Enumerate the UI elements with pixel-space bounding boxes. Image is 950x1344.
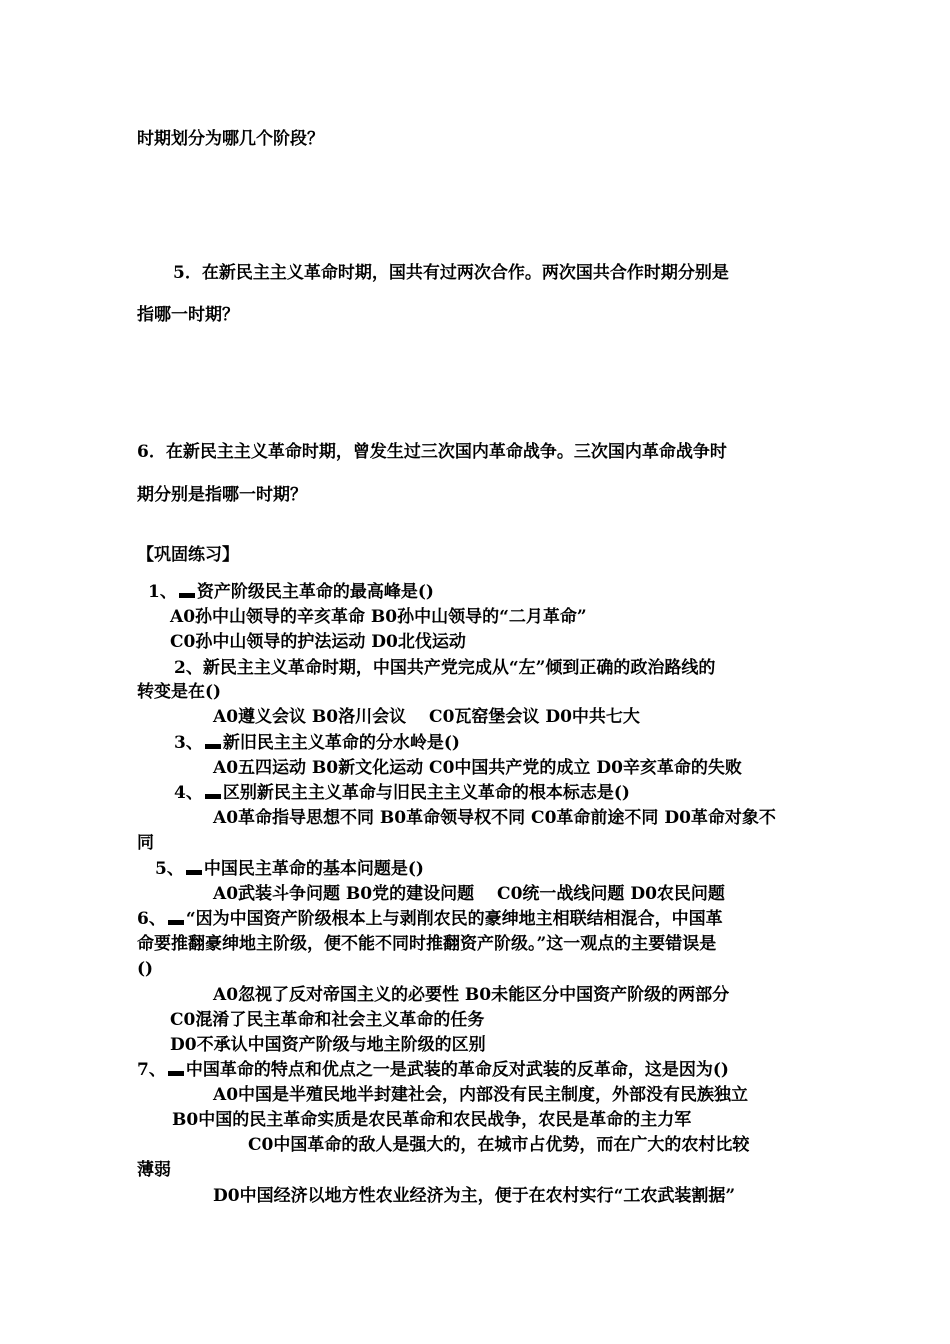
exercise-1-options-ab: A0孙中山领导的辛亥革命 B0孙中山领导的“二月革命” <box>170 607 587 627</box>
marker-icon <box>205 744 221 749</box>
exercise-6-option-c: C0混淆了民主革命和社会主义革命的任务 <box>170 1010 485 1030</box>
exercise-6-line2: 命要推翻豪绅地主阶级，便不能不同时推翻资产阶级。”这一观点的主要错误是 <box>137 934 717 954</box>
exercise-7-option-d: D0中国经济以地方性农业经济为主，便于在农村实行“工农武装割据” <box>213 1186 736 1206</box>
exercise-6-number: 6、 <box>137 909 166 929</box>
exercise-3-text: 新旧民主主义革命的分水岭是() <box>222 733 460 753</box>
exercise-5-text: 中国民主革命的基本问题是() <box>203 859 424 879</box>
exercise-3-options: A0五四运动 B0新文化运动 C0中国共产党的成立 D0辛亥革命的失败 <box>213 758 742 778</box>
marker-icon <box>205 794 221 799</box>
exercise-5-number: 5、 <box>155 859 184 879</box>
exercise-7-text: 中国革命的特点和优点之一是武装的革命反对武装的反革命，这是因为() <box>185 1060 729 1080</box>
q6-line2: 期分别是指哪一时期？ <box>137 485 307 505</box>
exercise-6-question <box>137 907 723 931</box>
marker-icon <box>168 1071 184 1076</box>
q6-line1: 6．在新民主主义革命时期，曾发生过三次国内革命战争。三次国内革命战争时 <box>137 442 727 462</box>
marker-icon <box>179 593 195 598</box>
exercise-4-options-line1: A0革命指导思想不同 B0革命领导权不同 C0革命前途不同 D0革命对象不 <box>213 808 776 828</box>
exercise-3-number: 3、 <box>174 733 203 753</box>
exercise-7-option-c-line1: C0中国革命的敌人是强大的，在城市占优势，而在广大的农村比较 <box>248 1135 750 1155</box>
exercise-6-line1: “因为中国资产阶级根本上与剥削农民的豪绅地主相联结相混合，中国革 <box>185 909 723 929</box>
exercise-1-number: 1、 <box>148 582 177 602</box>
q5-line2: 指哪一时期？ <box>137 305 239 325</box>
exercise-1-options-cd: C0孙中山领导的护法运动 D0北伐运动 <box>170 632 466 652</box>
exercise-7-option-c-line2: 薄弱 <box>137 1160 171 1180</box>
marker-icon <box>186 870 202 875</box>
marker-icon <box>168 920 184 925</box>
exercise-1-question <box>148 580 434 604</box>
exercise-2-options: A0遵义会议 B0洛川会议 C0瓦窑堡会议 D0中共七大 <box>213 707 640 727</box>
exercise-7-option-b: B0中国的民主革命实质是农民革命和农民战争，农民是革命的主力军 <box>172 1110 692 1130</box>
exercise-4-number: 4、 <box>174 783 203 803</box>
exercise-6-option-d: D0不承认中国资产阶级与地主阶级的区别 <box>170 1035 486 1055</box>
exercise-4-question <box>174 781 630 805</box>
exercise-4-text: 区别新民主主义革命与旧民主主义革命的根本标志是() <box>222 783 630 803</box>
exercise-6-option-ab: A0忽视了反对帝国主义的必要性 B0未能区分中国资产阶级的两部分 <box>213 985 730 1005</box>
q5-line1: 5．在新民主主义革命时期，国共有过两次合作。两次国共合作时期分别是 <box>173 263 729 283</box>
exercise-7-number: 7、 <box>137 1060 166 1080</box>
exercise-1-text: 资产阶级民主革命的最高峰是() <box>196 582 434 602</box>
section-title: 【巩固练习】 <box>137 545 239 565</box>
q4-tail-text: 时期划分为哪几个阶段？ <box>137 129 324 149</box>
exercise-2-line2: 转变是在() <box>137 682 222 702</box>
exercise-5-question <box>155 857 424 881</box>
exercise-2-line1: 2、新民主主义革命时期，中国共产党完成从“左”倾到正确的政治路线的 <box>174 658 716 678</box>
exercise-3-question <box>174 731 460 755</box>
exercise-5-options: A0武装斗争问题 B0党的建设问题 C0统一战线问题 D0农民问题 <box>213 884 725 904</box>
exercise-6-line3: () <box>137 959 154 979</box>
exercise-7-question <box>137 1058 729 1082</box>
exercise-4-options-line2: 同 <box>137 833 154 853</box>
exercise-7-option-a: A0中国是半殖民地半封建社会，内部没有民主制度，外部没有民族独立 <box>213 1085 749 1105</box>
